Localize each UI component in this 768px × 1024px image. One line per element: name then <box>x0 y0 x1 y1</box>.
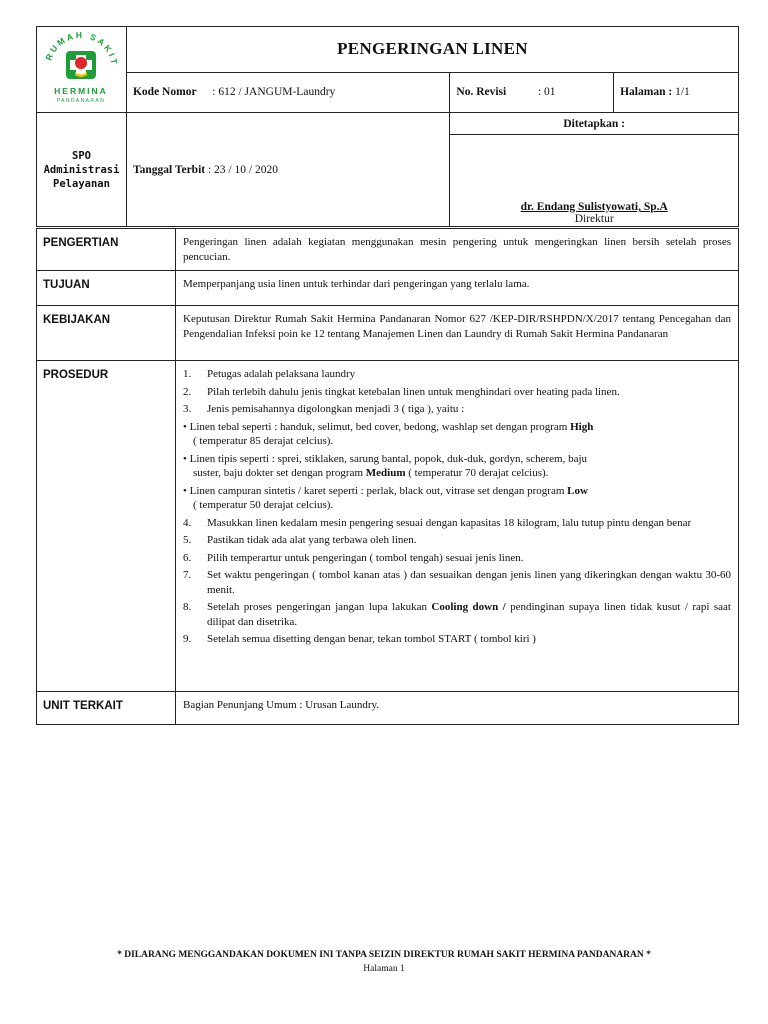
kebijakan-label: KEBIJAKAN <box>37 306 176 361</box>
list-item: • Linen tipis seperti : sprei, stiklaken, sarung bantal, popok, duk-duk, gordyn, scherem, baju suster, baju dokter set dengan program Medium ( temperatur 70 derajat celcius). <box>183 452 588 479</box>
unit-terkait-label: UNIT TERKAIT <box>37 692 176 725</box>
kode-nomor-cell <box>126 72 449 112</box>
spo-line3: Pelayanan <box>53 177 110 190</box>
revisi-cell <box>450 72 614 112</box>
list-item: 5. Pastikan tidak ada alat yang terbawa oleh linen. <box>183 534 417 546</box>
ditetapkan-label: Ditetapkan : <box>450 113 739 135</box>
list-item: 6. Pilih temperartur untuk pengeringan ( tombol tengah) sesuai jenis linen. <box>183 551 524 564</box>
halaman-label: Halaman : <box>620 86 673 99</box>
pengertian-label: PENGERTIAN <box>37 229 176 271</box>
tujuan-text: Memperpanjang usia linen untuk terhindar dari pengeringan yang terlalu lama. <box>176 271 739 306</box>
tanggal-terbit-label: Tanggal Terbit <box>132 163 206 176</box>
signer-title: Direktur <box>574 213 614 225</box>
spo-content-table <box>36 228 739 725</box>
list-item: • Linen tebal seperti : handuk, selimut, bed cover, bedong, washlap set dengan program High ( temperatur 85 derajat celcius). <box>183 420 594 447</box>
svg-text:PANDANARAN: PANDANARAN <box>57 98 106 104</box>
list-item: • Linen campuran sintetis / karet seperti : perlak, black out, vitrase set dengan program Low ( temperatur 50 derajat celcius). <box>183 484 588 511</box>
prosedur-list <box>176 361 739 692</box>
kode-nomor-value: : 612 / JANGUM-Laundry <box>212 86 336 99</box>
revisi-value: : 01 <box>537 86 556 99</box>
spo-cell <box>37 113 127 227</box>
list-item: 8. Setelah proses pengeringan jangan lupa lakukan Cooling down / pendinginan supaya linen tidak kusut / rapi saat dilipat dan disetrika. <box>183 601 731 628</box>
tanggal-terbit-cell <box>126 113 449 227</box>
list-item: 3. Jenis pemisahannya digolongkan menjadi 3 ( tiga ), yaitu : <box>183 403 465 415</box>
hermina-logo-icon <box>38 27 124 107</box>
svg-text:HERMINA: HERMINA <box>54 86 109 96</box>
prosedur-label: PROSEDUR <box>37 361 176 692</box>
svg-text:RUMAH SAKIT: RUMAH SAKIT <box>43 29 121 68</box>
halaman-value: 1/1 <box>675 86 690 99</box>
signer-name: dr. Endang Sulistyowati, Sp.A <box>520 201 668 213</box>
list-item: 4. Masukkan linen kedalam mesin pengering sesuai dengan kapasitas 18 kilogram, lalu tutup pintu dengan benar <box>183 516 692 529</box>
list-item: 7. Set waktu pengeringan ( tombol kanan atas ) dan sesuaikan dengan jenis linen yang dikeringkan dengan waktu 30-60 menit. <box>183 569 731 596</box>
kebijakan-text: Keputusan Direktur Rumah Sakit Hermina Pandanaran Nomor 627 /KEP-DIR/RSHPDN/X/2017 tentang Pencegahan dan Pengendalian Infeksi poin ke 12 tentang Manajemen Linen dan Laundry di Rumah Sakit Hermina Pandanaran <box>176 306 739 361</box>
signature-cell <box>450 135 739 227</box>
logo-cell <box>37 27 127 113</box>
list-item: 1. Petugas adalah pelaksana laundry <box>183 368 356 380</box>
tujuan-label: TUJUAN <box>37 271 176 306</box>
revisi-label: No. Revisi <box>456 86 507 99</box>
unit-terkait-text: Bagian Penunjang Umum : Urusan Laundry. <box>176 692 739 725</box>
list-item: 9. Setelah semua disetting dengan benar, tekan tombol START ( tombol kiri ) <box>183 633 536 645</box>
list-item: 2. Pilah terlebih dahulu jenis tingkat ketebalan linen untuk menghindari over heating pada linen. <box>183 385 620 398</box>
spo-line1: SPO <box>72 149 91 162</box>
spo-line2: Administrasi <box>43 163 120 176</box>
pengertian-text: Pengeringan linen adalah kegiatan menggunakan mesin pengering untuk mengeringkan linen bersih setelah proses pencucian. <box>176 229 739 271</box>
tanggal-terbit-value: : 23 / 10 / 2020 <box>207 163 278 176</box>
kode-nomor-label: Kode Nomor <box>132 86 197 99</box>
footer-page-number: Halaman 1 <box>363 964 405 974</box>
document-title: PENGERINGAN LINEN <box>126 27 738 73</box>
halaman-cell <box>614 72 739 112</box>
document-header <box>36 26 739 227</box>
footer-warning: * DILARANG MENGGANDAKAN DOKUMEN INI TANPA SEIZIN DIREKTUR RUMAH SAKIT HERMINA PANDANARAN * <box>117 950 651 960</box>
